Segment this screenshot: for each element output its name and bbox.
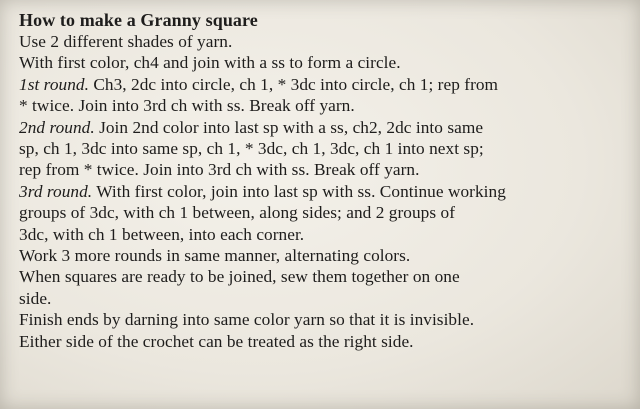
text-line [19, 74, 630, 95]
round-label: 1st round. [19, 74, 89, 94]
line-text: Join 2nd color into last sp with a ss, ch2, 2dc into same [94, 117, 484, 137]
line-text: groups of 3dc, with ch 1 between, along sides; and 2 groups of [19, 203, 456, 223]
round-label: 3rd round. [19, 181, 93, 201]
line-text: Either side of the crochet can be treated as the right side. [19, 331, 414, 351]
text-line [19, 266, 630, 287]
line-text: Use 2 different shades of yarn. [19, 32, 233, 51]
line-text: side. [19, 288, 52, 308]
line-text: Finish ends by darning into same color yarn so that it is invisible. [19, 310, 475, 330]
text-line [19, 331, 630, 352]
line-text: With first color, ch4 and join with a ss to form a circle. [19, 53, 401, 73]
text-line [19, 245, 630, 266]
line-text: Work 3 more rounds in same manner, alternating colors. [19, 246, 411, 266]
text-line [19, 95, 630, 116]
text-line [19, 138, 630, 159]
text-line [19, 52, 630, 73]
line-text: sp, ch 1, 3dc into same sp, ch 1, * 3dc, ch 1, 3dc, ch 1 into next sp; [19, 139, 484, 159]
line-text: 3dc, with ch 1 between, into each corner. [19, 224, 305, 244]
text-line [19, 309, 630, 330]
line-text: With first color, join into last sp with ss. Continue working [92, 181, 506, 201]
round-label: 2nd round. [19, 117, 95, 137]
line-text: Ch3, 2dc into circle, ch 1, * 3dc into circle, ch 1; rep from [88, 74, 499, 94]
text-line [19, 159, 630, 180]
text-line [19, 224, 630, 245]
line-text: rep from * twice. Join into 3rd ch with ss. Break off yarn. [19, 160, 420, 180]
text-line [19, 202, 630, 223]
line-text: When squares are ready to be joined, sew them together on one [19, 267, 460, 287]
page-title: How to make a Granny square [19, 10, 258, 30]
text-line [19, 31, 630, 52]
text-line [19, 288, 630, 309]
text-line [19, 181, 630, 202]
line-text: * twice. Join into 3rd ch with ss. Break off yarn. [19, 96, 355, 116]
text-line [19, 117, 630, 138]
